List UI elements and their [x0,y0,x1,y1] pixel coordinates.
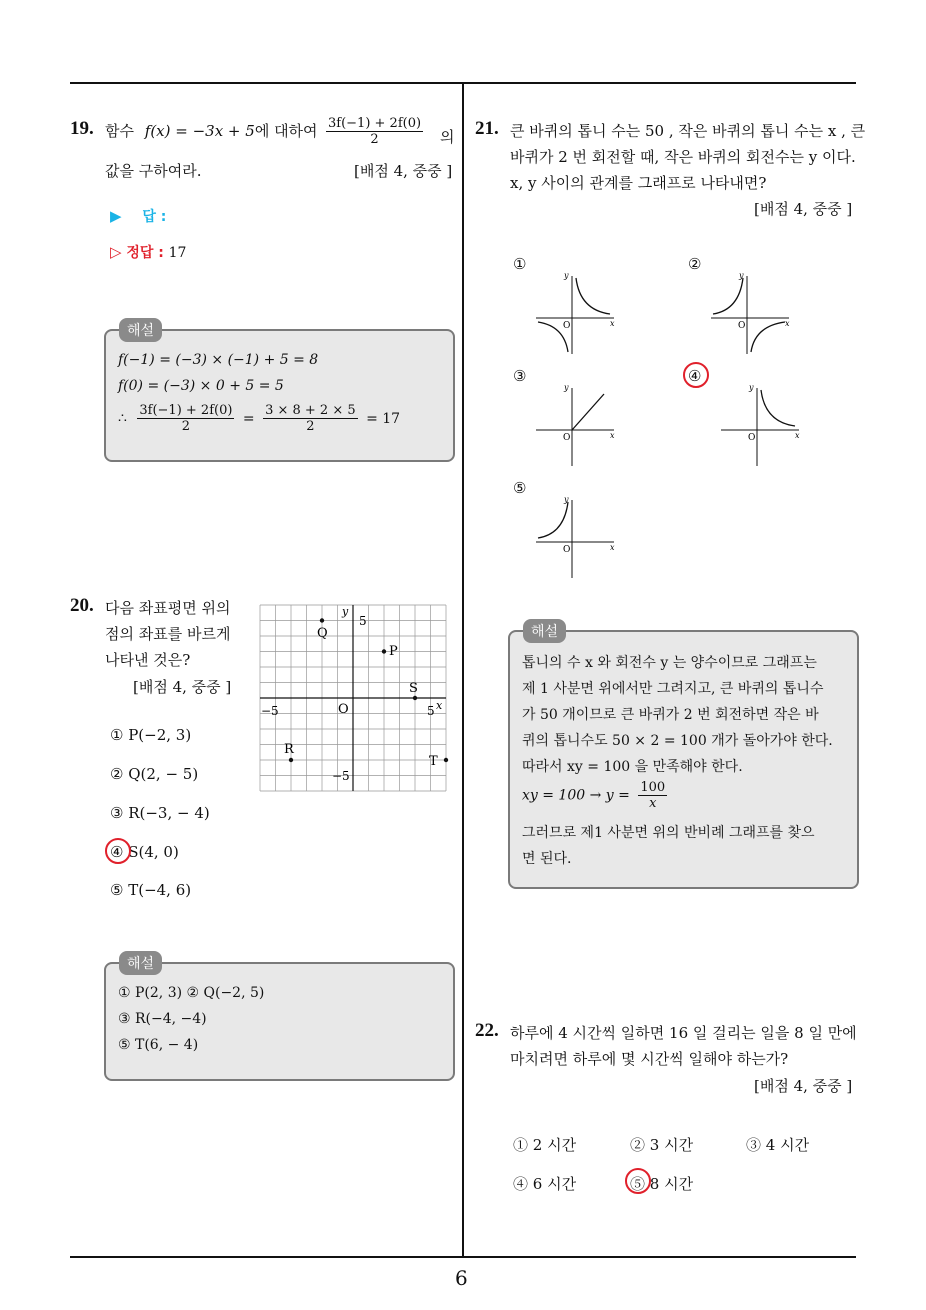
q21-sol6-text: xy = 100 → y = [522,787,630,804]
origin-label: O [738,321,746,331]
q19-sol3-frac2 [263,403,358,434]
q20-line1: 다음 좌표평면 위의 [105,599,231,617]
q21-line3: x, y 사이의 관계를 그래프로 나타내면? [510,174,767,192]
q21-graph-5 [536,494,618,578]
q20-solution-tag: 해설 [119,951,162,975]
q21-sol5: 따라서 xy = 100 을 만족해야 한다. [522,759,743,775]
q21-graph-3 [536,382,618,466]
point-q [320,618,324,622]
x-label: x [610,319,615,328]
y-label: y [564,383,569,392]
outline-play-icon: ▷ [110,243,122,261]
point-t [444,758,448,762]
q19-solution-box [104,329,455,462]
q20-coordinate-plane [258,603,450,795]
point-s-label: S [409,681,418,696]
x-label: x [795,431,800,440]
q19-fraction [326,116,423,147]
q22-line1: 하루에 4 시간씩 일하면 16 일 걸리는 일을 8 일 만에 [510,1024,857,1042]
curve-q1 [761,390,795,426]
q21-choice-3[interactable]: ③ [513,367,527,385]
q21-sol6-den: x [649,796,657,811]
q19-number: 19. [70,118,94,139]
q20-line2: 점의 좌표를 바르게 [105,625,231,643]
q22-option-5[interactable]: ⑤ 8 시간 [630,1175,694,1193]
q21-sol6-num: 100 [640,780,666,795]
q20-option-1[interactable]: ① P(−2, 3) [110,726,192,744]
q21-sol4: 퀴의 톱니수도 50 × 2 = 100 개가 돌아가야 한다. [522,733,833,749]
q19-sol3-frac2-num: 3 × 8 + 2 × 5 [265,403,356,418]
origin-label: O [563,433,571,443]
q20-answer-circle [105,838,131,864]
q22-option-4[interactable]: ④ 6 시간 [513,1175,577,1193]
q21-choice-2[interactable]: ② [688,255,702,273]
curve-q1 [576,278,610,314]
q21-sol8: 면 된다. [522,851,572,867]
q22-option-1[interactable]: ① 2 시간 [513,1136,577,1154]
y-label: y [749,383,754,392]
q19-line2: 값을 구하여라. [105,162,202,180]
q19-sol3 [118,403,400,434]
tick-minus5-bottom: −5 [332,769,350,783]
q19-solution-tag: 해설 [119,318,162,342]
q20-number: 20. [70,595,94,616]
q21-answer-circle [683,362,709,388]
q21-sol2: 제 1 사분면 위에서만 그려지고, 큰 바퀴의 톱니수 [522,681,824,697]
q22-meta: [배점 4, 중중 ] [754,1077,853,1095]
q20-sol2: ③ R(−4, −4) [118,1011,207,1027]
y-axis-label: y [342,605,349,618]
point-r-label: R [284,742,294,757]
q19-correct-label: 정답 : [126,245,164,261]
point-p [382,649,386,653]
q21-sol1: 톱니의 수 x 와 회전수 y 는 양수이므로 그래프는 [522,655,817,671]
curve-q4 [751,322,785,352]
q19-sol3-frac1 [137,403,234,434]
q19-correct-value: 17 [168,245,187,261]
q21-solution-tag: 해설 [523,619,566,643]
q20-option-5[interactable]: ⑤ T(−4, 6) [110,881,192,899]
q19-sol3-eq: = [242,410,255,427]
bottom-rule [70,1256,856,1258]
q21-number: 21. [475,118,499,139]
q21-sol7: 그러므로 제1 사분면 위의 반비례 그래프를 찾으 [522,825,815,841]
q21-choice-4[interactable]: ④ [688,367,702,385]
q21-choice-5[interactable]: ⑤ [513,479,527,497]
y-label: y [564,271,569,280]
curve-q2 [538,502,568,538]
point-r [289,758,293,762]
q19-line1-b: 에 대하여 [254,122,318,140]
tick-5-top: 5 [359,614,367,628]
q21-meta: [배점 4, 중중 ] [754,200,853,218]
q19-sol2: f(0) = (−3) × 0 + 5 = 5 [118,378,284,394]
q20-meta: [배점 4, 중중 ] [133,678,232,696]
q20-line3: 나타낸 것은? [105,651,191,669]
q21-graph-2 [711,270,793,354]
q19-line1-a: 함수 [105,122,134,140]
q22-line2: 마치려면 하루에 몇 시간씩 일해야 하는가? [510,1050,789,1068]
q21-sol3: 가 50 개이므로 큰 바퀴가 2 번 회전하면 작은 바 [522,707,819,723]
q21-choice-1[interactable]: ① [513,255,527,273]
point-s [413,696,417,700]
y-label: y [739,271,744,280]
q20-sol1: ① P(2, 3) ② Q(−2, 5) [118,985,265,1001]
tick-minus5-left: −5 [261,704,279,718]
q19-line1-c: 의 [440,128,455,146]
column-divider [462,84,464,1258]
q22-option-3[interactable]: ③ 4 시간 [746,1136,810,1154]
q20-sol3: ⑤ T(6, − 4) [118,1037,199,1053]
x-label: x [610,543,615,552]
q22-option-2[interactable]: ② 3 시간 [630,1136,694,1154]
x-label: x [610,431,615,440]
line-graph [572,394,604,430]
q19-sol3-frac2-den: 2 [306,419,315,434]
x-axis-label: x [436,699,443,712]
origin-label: O [563,321,571,331]
therefore-symbol: ∴ [118,410,127,427]
curve-q2 [713,278,743,314]
q21-sol6-frac [638,780,667,811]
play-icon: ▶ [110,207,122,225]
q19-meta: [배점 4, 중중 ] [354,162,453,180]
point-q-label: Q [317,626,328,641]
q19-line1 [105,120,318,141]
q21-graph-4 [721,382,803,466]
q21-graph-1 [536,270,618,354]
q21-sol6 [522,780,667,811]
q22-number: 22. [475,1020,499,1041]
origin-label: O [338,702,349,717]
x-label: x [785,319,790,328]
q20-option-2[interactable]: ② Q(2, − 5) [110,765,199,783]
q22-answer-circle [625,1168,651,1194]
point-t-label: T [429,754,438,769]
point-p-label: P [389,644,398,659]
q19-answer-label: 답 : [142,209,167,225]
q19-sol3-frac1-num: 3f(−1) + 2f(0) [139,403,233,418]
origin-label: O [563,545,571,555]
q21-line2: 바퀴가 2 번 회전할 때, 작은 바퀴의 회전수는 y 이다. [510,148,856,166]
page-number: 6 [455,1266,468,1290]
origin-label: O [748,433,756,443]
y-label: y [564,495,569,504]
q19-frac-num: 3f(−1) + 2f(0) [328,116,422,131]
q19-answer-row [110,206,166,226]
q19-sol1: f(−1) = (−3) × (−1) + 5 = 8 [118,352,319,368]
q20-option-3[interactable]: ③ R(−3, − 4) [110,804,210,822]
tick-5-right: 5 [427,704,435,718]
q19-sol3-end: = 17 [366,410,401,427]
q20-option-4[interactable]: ④ S(4, 0) [110,843,179,861]
q19-func: f(x) = −3x + 5 [144,122,255,140]
q19-correct-row [110,242,186,262]
q19-sol3-frac1-den: 2 [181,419,191,434]
q21-line1: 큰 바퀴의 톱니 수는 50 , 작은 바퀴의 톱니 수는 x , 큰 [510,122,866,140]
q19-frac-den: 2 [370,132,379,147]
